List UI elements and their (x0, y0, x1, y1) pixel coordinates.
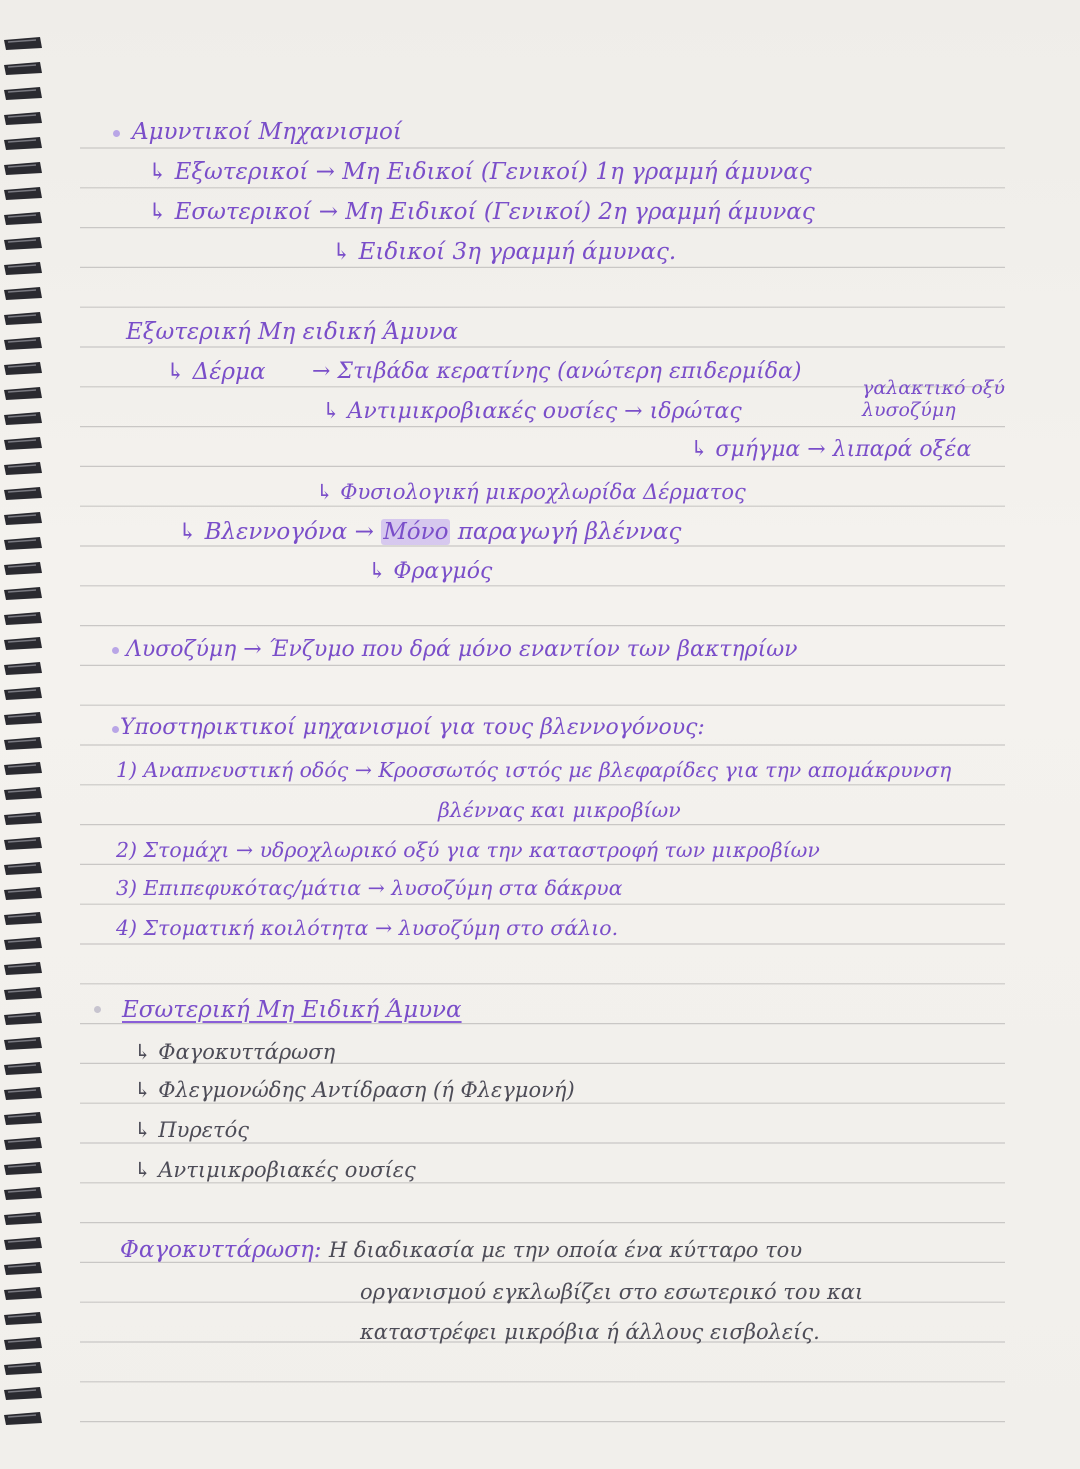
spiral-coil (4, 1212, 42, 1225)
mono-highlight: Μόνο (383, 519, 449, 545)
stivada-text: → Στιβάδα κερατίνης (ανώτερη επιδερμίδα) (312, 359, 802, 384)
spiral-coil (4, 137, 42, 150)
spiral-coil (4, 1337, 42, 1350)
spiral-coil (4, 237, 42, 250)
spiral-coil (4, 1062, 42, 1075)
spiral-coil (4, 1037, 42, 1050)
spiral-coil (4, 912, 42, 925)
bullet-dot (112, 647, 119, 654)
spiral-coil (4, 437, 42, 450)
spiral-coil (4, 1287, 42, 1300)
spiral-coil (4, 1137, 42, 1150)
spiral-coil (4, 312, 42, 325)
phagocytosis-def-line1: Η διαδικασία με την οποία ένα κύτταρο του (328, 1238, 803, 1262)
spiral-coil (4, 637, 42, 650)
spiral-coil (4, 462, 42, 475)
spiral-coil (4, 562, 42, 575)
spiral-coil (4, 712, 42, 725)
spiral-coil (4, 812, 42, 825)
section5-item2: ↳ Φλεγμονώδης Αντίδραση (ή Φλεγμονή) (134, 1078, 575, 1102)
spiral-coil (4, 1312, 42, 1325)
phagocytosis-def-line2: οργανισμού εγκλωβίζει στο εσωτερικό του και (360, 1280, 864, 1304)
spiral-coil (4, 1162, 42, 1175)
spiral-coil (4, 287, 42, 300)
smigma-text: ↳ σμήγμα → λιπαρά οξέα (690, 437, 972, 462)
section5-item4: ↳ Αντιμικροβιακές ουσίες (134, 1158, 416, 1182)
spiral-coil (4, 887, 42, 900)
spiral-coil (4, 1112, 42, 1125)
fragmos-text: ↳ Φραγμός (368, 559, 493, 584)
lysozymi-definition: Λυσοζύμη → Ένζυμο που δρά μόνο εναντίον των βακτηρίων (126, 637, 798, 662)
spiral-coil (4, 1187, 42, 1200)
spiral-coil (4, 162, 42, 175)
spiral-coil (4, 587, 42, 600)
spiral-coil (4, 187, 42, 200)
bullet-dot (94, 1006, 101, 1013)
section5-item3: ↳ Πυρετός (134, 1118, 249, 1142)
vlennogona-text: ↳ Βλεννογόνα → (178, 519, 374, 545)
spiral-binding (0, 0, 60, 1469)
section5-title: Εσωτερική Μη Ειδική Άμυνα (122, 997, 462, 1023)
section1-line1: ↳ Εξωτερικοί → Μη Ειδικοί (Γενικοί) 1η γραμμή άμυνας (148, 159, 812, 185)
spiral-coil (4, 937, 42, 950)
spiral-coil (4, 1387, 42, 1400)
spiral-coil (4, 212, 42, 225)
spiral-coil (4, 337, 42, 350)
section1-line3: ↳ Ειδικοί 3η γραμμή άμυνας. (332, 239, 677, 265)
section4-item4: 4) Στοματική κοιλότητα → λυσοζύμη στο σάλιο. (116, 916, 619, 940)
spiral-coil (4, 112, 42, 125)
bullet-dot (113, 130, 120, 137)
spiral-coil (4, 862, 42, 875)
lysozymi-text: λυσοζύμη (862, 399, 956, 421)
section5-item1: ↳ Φαγοκυττάρωση (134, 1040, 336, 1064)
spiral-coil (4, 962, 42, 975)
spiral-coil (4, 1262, 42, 1275)
spiral-coil (4, 1362, 42, 1375)
spiral-coil (4, 262, 42, 275)
galaktiko-text: γαλακτικό οξύ (862, 377, 1005, 399)
spiral-coil (4, 737, 42, 750)
spiral-coil (4, 412, 42, 425)
paragogi-text: παραγωγή βλέννας (457, 519, 682, 545)
spiral-coil (4, 612, 42, 625)
spiral-coil (4, 512, 42, 525)
spiral-coil (4, 37, 42, 50)
spiral-coil (4, 1237, 42, 1250)
spiral-coil (4, 487, 42, 500)
section4-item1: 1) Αναπνευστική οδός → Κροσσωτός ιστός με βλεφαρίδες για την απομάκρυνση (116, 758, 952, 782)
definition-block (120, 1236, 802, 1264)
section1-line2: ↳ Εσωτερικοί → Μη Ειδικοί (Γενικοί) 2η γραμμή άμυνας (148, 199, 815, 225)
section4-title: Υποστηρικτικοί μηχανισμοί για τους βλεννογόνους: (120, 715, 705, 740)
spiral-coil (4, 762, 42, 775)
antimikrobiakes-text: ↳ Αντιμικροβιακές ουσίες → ιδρώτας (322, 399, 742, 424)
section1-title: Αμυντικοί Μηχανισμοί (132, 119, 402, 145)
spiral-coil (4, 987, 42, 1000)
derma-label: ↳ Δέρμα (166, 359, 266, 385)
spiral-coil (4, 387, 42, 400)
section4-item1b: βλέννας και μικροβίων (438, 798, 681, 822)
phagocytosis-def-line3: καταστρέφει μικρόβια ή άλλους εισβολείς. (360, 1320, 820, 1344)
vlennogona-label (178, 518, 681, 546)
spiral-coil (4, 62, 42, 75)
spiral-coil (4, 787, 42, 800)
spiral-coil (4, 1012, 42, 1025)
spiral-coil (4, 837, 42, 850)
section2-title: Εξωτερική Μη ειδική Άμυνα (126, 319, 459, 345)
spiral-coil (4, 662, 42, 675)
spiral-coil (4, 87, 42, 100)
spiral-coil (4, 687, 42, 700)
phagocytosis-term: Φαγοκυττάρωση: (120, 1237, 322, 1263)
mikroxloida-text: ↳ Φυσιολογική μικροχλωρίδα Δέρματος (316, 480, 746, 504)
spiral-coil (4, 1087, 42, 1100)
bullet-dot (112, 726, 119, 733)
section4-item3: 3) Επιπεφυκότας/μάτια → λυσοζύμη στα δάκρυα (116, 876, 623, 900)
spiral-coil (4, 362, 42, 375)
spiral-coil (4, 537, 42, 550)
section4-item2: 2) Στομάχι → υδροχλωρικό οξύ για την καταστροφή των μικροβίων (116, 838, 820, 862)
spiral-coil (4, 1412, 42, 1425)
